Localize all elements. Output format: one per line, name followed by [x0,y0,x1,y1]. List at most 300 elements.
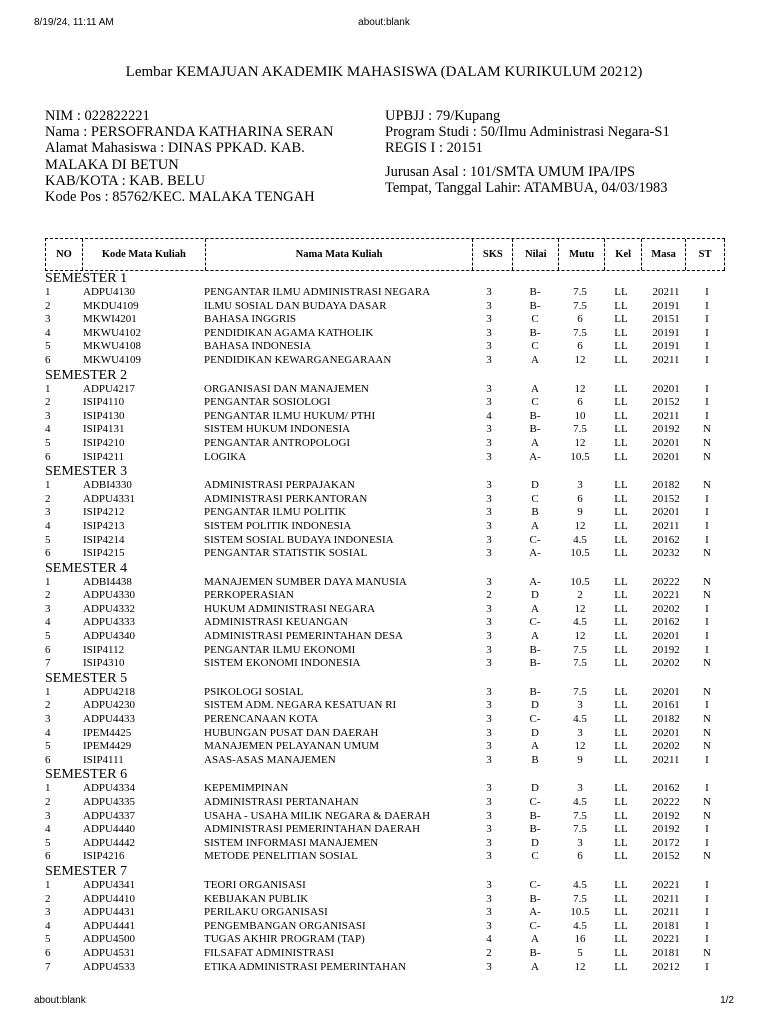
cell-kel: LL [614,492,628,505]
cell-masa: 20161 [652,699,680,712]
cell-kode: ISIP4214 [83,533,125,546]
cell-kode: ISIP4212 [83,506,125,519]
cell-st: I [705,396,709,409]
cell-nama: SISTEM SOSIAL BUDAYA INDONESIA [204,533,394,546]
cell-mutu: 9 [577,753,583,766]
cell-sks: 3 [486,919,492,932]
cell-nilai: B- [529,892,541,905]
nim: NIM : 022822221 [45,108,150,124]
cell-masa: 20211 [652,906,680,919]
student-name: Nama : PERSOFRANDA KATHARINA SERAN [45,124,334,141]
cell-st: I [705,878,709,891]
cell-mutu: 10.5 [570,450,590,463]
cell-kode: ADPU4217 [83,382,135,395]
cell-mutu: 3 [577,699,583,712]
cell-sks: 3 [486,906,492,919]
postal-code: Kode Pos : 85762/KEC. MALAKA TENGAH [45,189,315,206]
cell-kode: ADPU4337 [83,809,135,822]
birth-place-date: Tempat, Tanggal Lahir: ATAMBUA, 04/03/1983 [385,179,668,196]
cell-st: I [705,699,709,712]
cell-sks: 3 [486,492,492,505]
cell-sks: 3 [486,313,492,326]
cell-st: N [703,450,711,463]
cell-no: 3 [45,809,51,822]
cell-nilai: D [531,726,539,739]
cell-kode: IPEM4425 [83,726,132,739]
cell-sks: 3 [486,699,492,712]
page-number: 1/2 [720,995,734,1006]
cell-kode: ISIP4210 [83,436,125,449]
cell-no: 4 [45,823,51,836]
header-nama: Nama Mata Kuliah [206,239,474,270]
cell-no: 4 [45,616,51,629]
table-row [45,451,725,465]
cell-no: 1 [45,685,51,698]
cell-st: N [703,740,711,753]
cell-masa: 20152 [652,396,680,409]
cell-kel: LL [614,850,628,863]
header-mutu: Mutu [559,239,605,270]
table-row [45,313,725,327]
cell-st: N [703,547,711,560]
cell-nilai: A [531,630,539,643]
cell-st: N [703,809,711,822]
cell-kel: LL [614,533,628,546]
cell-masa: 20162 [652,616,680,629]
cell-mutu: 6 [577,313,583,326]
semester-heading: SEMESTER 4 [45,560,128,576]
cell-mutu: 7.5 [573,299,587,312]
cell-masa: 20211 [652,353,680,366]
table-row [45,713,725,727]
cell-nilai: A [531,382,539,395]
cell-mutu: 7.5 [573,685,587,698]
cell-nama: SISTEM HUKUM INDONESIA [204,423,351,436]
cell-kode: ADPU4441 [83,919,135,932]
cell-st: I [705,919,709,932]
cell-sks: 3 [486,796,492,808]
table-row [45,354,725,368]
cell-mutu: 6 [577,850,583,863]
cell-nama: PENGANTAR SOSIOLOGI [204,396,331,409]
cell-no: 4 [45,423,51,436]
cell-kel: LL [614,643,628,656]
cell-sks: 3 [486,726,492,739]
cell-kode: ADPU4230 [83,699,135,712]
cell-nama: PSIKOLOGI SOSIAL [204,685,304,698]
table-row [45,906,725,920]
cell-masa: 20222 [652,575,680,588]
cell-sks: 3 [486,713,492,726]
cell-masa: 20221 [652,933,680,946]
cell-nilai: B- [529,823,541,836]
cell-kel: LL [614,796,628,808]
cell-masa: 20151 [652,313,680,326]
cell-masa: 20181 [652,946,680,959]
cell-no: 2 [45,589,51,602]
cell-kel: LL [614,933,628,946]
cell-mutu: 12 [574,960,586,973]
cell-kode: ISIP4111 [83,753,124,766]
table-row [45,300,725,314]
cell-nilai: A [531,602,539,615]
cell-nilai: C- [529,796,541,808]
cell-st: I [705,533,709,546]
cell-kel: LL [614,589,628,602]
cell-st: I [705,492,709,505]
header-nilai: Nilai [513,239,559,270]
cell-mutu: 7.5 [573,326,587,339]
cell-kel: LL [614,547,628,560]
cell-masa: 20181 [652,919,680,932]
cell-no: 5 [45,630,51,643]
cell-nilai: A- [529,906,541,919]
cell-nama: ETIKA ADMINISTRASI PEMERINTAHAN [204,960,407,973]
cell-nilai: B- [529,409,541,422]
previous-major: Jurusan Asal : 101/SMTA UMUM IPA/IPS [385,163,636,180]
cell-nama: SISTEM ADM. NEGARA KESATUAN RI [204,699,397,712]
cell-kode: ADPU4330 [83,589,135,602]
cell-no: 4 [45,326,51,339]
cell-nama: PENGEMBANGAN ORGANISASI [204,919,366,932]
cell-no: 6 [45,946,51,959]
cell-st: I [705,782,709,795]
cell-mutu: 7.5 [573,286,587,298]
cell-st: N [703,589,711,602]
upbjj: UPBJJ : 79/Kupang [385,108,501,124]
semester-heading: SEMESTER 6 [45,767,128,783]
cell-mutu: 6 [577,396,583,409]
cell-no: 5 [45,933,51,946]
cell-mutu: 12 [574,602,586,615]
cell-masa: 20172 [652,836,680,849]
cell-sks: 3 [486,382,492,395]
cell-masa: 20191 [652,340,680,353]
cell-nama: ADMINISTRASI KEUANGAN [204,616,348,629]
print-header [34,17,734,28]
cell-sks: 3 [486,685,492,698]
cell-nilai: D [531,836,539,849]
cell-mutu: 7.5 [573,892,587,905]
cell-no: 3 [45,713,51,726]
header-sks: SKS [473,239,513,270]
cell-sks: 4 [486,409,492,422]
cell-kode: ADPU4334 [83,782,135,795]
cell-mutu: 12 [574,519,586,532]
semester-heading: SEMESTER 3 [45,464,128,480]
cell-nama: PERENCANAAN KOTA [204,713,319,726]
cell-kel: LL [614,892,628,905]
table-header [45,238,725,271]
cell-no: 2 [45,892,51,905]
cell-masa: 20201 [652,630,680,643]
cell-masa: 20211 [652,892,680,905]
cell-no: 3 [45,313,51,326]
cell-kode: ISIP4213 [83,519,125,532]
cell-no: 5 [45,340,51,353]
cell-mutu: 12 [574,382,586,395]
cell-kel: LL [614,753,628,766]
cell-sks: 3 [486,533,492,546]
cell-st: I [705,286,709,298]
table-row [45,547,725,561]
cell-st: I [705,382,709,395]
table-row [45,850,725,864]
table-row [45,603,725,617]
cell-sks: 3 [486,740,492,753]
cell-sks: 3 [486,479,492,492]
cell-masa: 20222 [652,796,680,808]
cell-nama: ADMINISTRASI PEMERINTAHAN DESA [204,630,403,643]
cell-st: I [705,643,709,656]
print-footer [34,995,734,1006]
table-row [45,810,725,824]
cell-mutu: 10 [574,409,586,422]
cell-kel: LL [614,906,628,919]
cell-st: N [703,575,711,588]
cell-nama: ADMINISTRASI PEMERINTAHAN DAERAH [204,823,421,836]
cell-nilai: A [531,519,539,532]
cell-sks: 3 [486,340,492,353]
cell-masa: 20201 [652,382,680,395]
cell-st: N [703,713,711,726]
table-row [45,837,725,851]
cell-sks: 3 [486,326,492,339]
cell-st: N [703,479,711,492]
cell-mutu: 7.5 [573,643,587,656]
cell-masa: 20192 [652,823,680,836]
cell-st: N [703,657,711,670]
cell-masa: 20192 [652,809,680,822]
cell-st: I [705,506,709,519]
cell-masa: 20202 [652,657,680,670]
cell-no: 4 [45,519,51,532]
cell-sks: 3 [486,575,492,588]
cell-sks: 3 [486,450,492,463]
cell-no: 2 [45,299,51,312]
cell-masa: 20201 [652,506,680,519]
cell-nama: PENGANTAR ILMU EKONOMI [204,643,356,656]
cell-masa: 20192 [652,643,680,656]
cell-nama: ILMU SOSIAL DAN BUDAYA DASAR [204,299,387,312]
cell-kel: LL [614,519,628,532]
cell-kode: IPEM4429 [83,740,132,753]
cell-kel: LL [614,506,628,519]
cell-no: 6 [45,850,51,863]
cell-st: I [705,299,709,312]
table-row [45,630,725,644]
table-row [45,879,725,893]
cell-mutu: 12 [574,436,586,449]
cell-mutu: 3 [577,726,583,739]
table-row [45,396,725,410]
cell-nilai: B- [529,286,541,298]
cell-masa: 20211 [652,753,680,766]
cell-kel: LL [614,479,628,492]
cell-nilai: C- [529,533,541,546]
cell-mutu: 4.5 [573,533,587,546]
cell-mutu: 12 [574,353,586,366]
cell-kode: MKWU4108 [83,340,142,353]
table-row [45,520,725,534]
cell-nama: PENDIDIKAN KEWARGANEGARAAN [204,353,392,366]
table-row [45,961,725,975]
semester-heading: SEMESTER 7 [45,863,128,879]
cell-sks: 3 [486,836,492,849]
cell-masa: 20211 [652,409,680,422]
cell-masa: 20182 [652,713,680,726]
cell-nama: TUGAS AKHIR PROGRAM (TAP) [204,933,365,946]
cell-kel: LL [614,436,628,449]
cell-kel: LL [614,726,628,739]
cell-kode: ADPU4218 [83,685,135,698]
cell-mutu: 4.5 [573,919,587,932]
cell-kel: LL [614,878,628,891]
cell-nilai: C [531,396,539,409]
cell-kode: ADPU4331 [83,492,135,505]
table-row [45,727,725,741]
cell-mutu: 3 [577,479,583,492]
cell-no: 4 [45,726,51,739]
cell-no: 4 [45,919,51,932]
cell-kode: ADPU4431 [83,906,135,919]
cell-kel: LL [614,809,628,822]
table-row [45,699,725,713]
cell-nilai: B- [529,299,541,312]
cell-no: 5 [45,436,51,449]
cell-sks: 2 [486,589,492,602]
cell-kode: ADPU4410 [83,892,135,905]
cell-no: 5 [45,533,51,546]
table-row [45,616,725,630]
cell-sks: 3 [486,809,492,822]
table-row [45,947,725,961]
cell-st: I [705,616,709,629]
table-row [45,933,725,947]
table-row [45,506,725,520]
cell-nama: PENGANTAR ILMU HUKUM/ PTHI [204,409,376,422]
header-kode: Kode Mata Kuliah [83,239,206,270]
cell-nilai: C [531,340,539,353]
cell-st: N [703,850,711,863]
cell-nilai: B [531,506,539,519]
semester-heading: SEMESTER 2 [45,367,128,383]
cell-nama: PENGANTAR ANTROPOLOGI [204,436,351,449]
kab-kota: KAB/KOTA : KAB. BELU [45,172,205,189]
cell-nama: FILSAFAT ADMINISTRASI [204,946,335,959]
cell-nilai: A [531,436,539,449]
cell-nilai: B- [529,946,541,959]
semester-heading: SEMESTER 5 [45,670,128,686]
cell-nilai: A- [529,450,541,463]
grades-table [45,238,725,974]
cell-kode: ADBI4438 [83,575,132,588]
cell-kode: ADPU4533 [83,960,135,973]
cell-mutu: 6 [577,492,583,505]
cell-nama: PERKOPERASIAN [204,589,294,602]
cell-st: N [703,423,711,436]
cell-kode: ADPU4341 [83,878,135,891]
cell-nilai: D [531,782,539,795]
table-row [45,437,725,451]
student-info-right [385,108,765,196]
cell-mutu: 12 [574,630,586,643]
print-url: about:blank [358,17,410,28]
cell-st: I [705,409,709,422]
table-row [45,686,725,700]
cell-kode: MKWI4201 [83,313,137,326]
cell-no: 2 [45,492,51,505]
cell-nilai: B [531,753,539,766]
cell-sks: 3 [486,878,492,891]
cell-nilai: B- [529,326,541,339]
cell-no: 5 [45,740,51,753]
cell-masa: 20162 [652,782,680,795]
cell-sks: 3 [486,353,492,366]
student-info-left [45,108,385,205]
table-row [45,589,725,603]
cell-kel: LL [614,782,628,795]
cell-no: 6 [45,643,51,656]
cell-masa: 20201 [652,685,680,698]
cell-no: 1 [45,286,51,298]
cell-kel: LL [614,685,628,698]
cell-no: 1 [45,782,51,795]
header-st: ST [686,239,725,270]
cell-nilai: A [531,960,539,973]
cell-kel: LL [614,396,628,409]
table-row [45,740,725,754]
table-row [45,823,725,837]
cell-kode: ISIP4131 [83,423,125,436]
cell-mutu: 2 [577,589,583,602]
cell-nilai: C [531,850,539,863]
cell-st: I [705,602,709,615]
cell-nama: ASAS-ASAS MANAJEMEN [204,753,336,766]
cell-sks: 2 [486,946,492,959]
cell-kel: LL [614,409,628,422]
cell-nama: ORGANISASI DAN MANAJEMEN [204,382,370,395]
cell-st: I [705,892,709,905]
cell-nama: TEORI ORGANISASI [204,878,306,891]
cell-no: 3 [45,602,51,615]
cell-nilai: C [531,313,539,326]
cell-sks: 4 [486,933,492,946]
address-line-2: MALAKA DI BETUN [45,156,179,173]
registration: REGIS I : 20151 [385,140,483,157]
cell-nilai: A [531,933,539,946]
cell-kode: ADPU4500 [83,933,135,946]
cell-nilai: C- [529,616,541,629]
cell-nama: BAHASA INDONESIA [204,340,312,353]
cell-mutu: 10.5 [570,575,590,588]
cell-kel: LL [614,630,628,643]
table-row [45,534,725,548]
cell-mutu: 3 [577,782,583,795]
cell-mutu: 4.5 [573,713,587,726]
cell-masa: 20211 [652,286,680,298]
cell-sks: 3 [486,630,492,643]
header-kel: Kel [605,239,642,270]
cell-sks: 3 [486,299,492,312]
cell-nama: HUBUNGAN PUSAT DAN DAERAH [204,726,379,739]
cell-nama: KEPEMIMPINAN [204,782,289,795]
cell-masa: 20152 [652,850,680,863]
cell-kode: ISIP4216 [83,850,125,863]
cell-kel: LL [614,286,628,298]
cell-st: I [705,823,709,836]
cell-kode: ISIP4310 [83,657,125,670]
